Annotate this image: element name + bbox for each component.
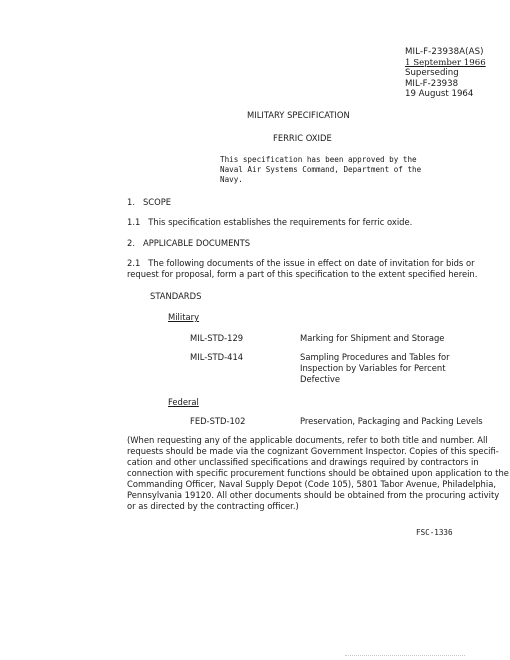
standard-title: Preservation, Packaging and Packing Levels [300,416,483,426]
scan-artifact-divider [345,655,465,657]
note-line-1: (When requesting any of the applicable documents, refer to both title and number. All [127,435,488,445]
document-number: MIL-F-23938A(AS) [405,47,484,57]
approval-line-1: This specification has been approved by the [220,155,417,164]
document-date: 1 September 1966 [405,57,486,68]
document-header [405,47,486,100]
superseded-document-number: MIL-F-23938 [405,78,459,89]
standards-heading: STANDARDS [150,291,202,301]
superseding-label: Superseding [405,68,459,78]
military-subheading: Military [168,312,200,322]
section-2-heading: 2. APPLICABLE DOCUMENTS [127,238,251,248]
fsc-code: FSC-1336 [416,528,453,537]
standard-title-line: Sampling Procedures and Tables for [300,352,450,362]
standard-title-line: Defective [300,374,341,384]
standard-id: MIL-STD-414 [190,352,244,362]
note-line-6: Pennsylvania 19120. All other documents should be obtained from the procuring activity [127,490,500,500]
section-2-paragraph-line-2: request for proposal, form a part of this specification to the extent specified herein. [127,269,478,279]
specification-subject-title: FERRIC OXIDE [273,133,332,143]
note-line-4: connection with specific procurement functions should be obtained upon application to the [127,468,509,478]
note-line-2: requests should be made via the cognizant Government Inspector. Copies of this specifi- [127,446,499,456]
section-1-paragraph: 1.1 This specification establishes the requirements for ferric oxide. [127,217,413,227]
note-line-3: cation and other unclassified specifications and drawings required by contractors in [127,457,479,467]
section-2-paragraph-line-1: 2.1 The following documents of the issue in effect on date of invitation for bids or [127,258,475,268]
note-line-7: or as directed by the contracting officer.) [127,501,299,511]
standard-title-line: Inspection by Variables for Percent [300,363,446,373]
federal-subheading: Federal [168,397,199,407]
standard-title: Marking for Shipment and Storage [300,333,445,343]
standard-id: MIL-STD-129 [190,333,244,343]
approval-line-2: Naval Air Systems Command, Department of the [220,165,422,174]
section-1-heading: 1. SCOPE [127,197,172,207]
superseded-document-date: 19 August 1964 [405,89,474,99]
standard-id: FED-STD-102 [190,416,246,426]
specification-type-title: MILITARY SPECIFICATION [247,110,350,120]
approval-line-3: Navy. [220,175,243,184]
note-line-5: Commanding Officer, Naval Supply Depot (Code 105), 5801 Tabor Avenue, Philadelphia, [127,479,496,489]
